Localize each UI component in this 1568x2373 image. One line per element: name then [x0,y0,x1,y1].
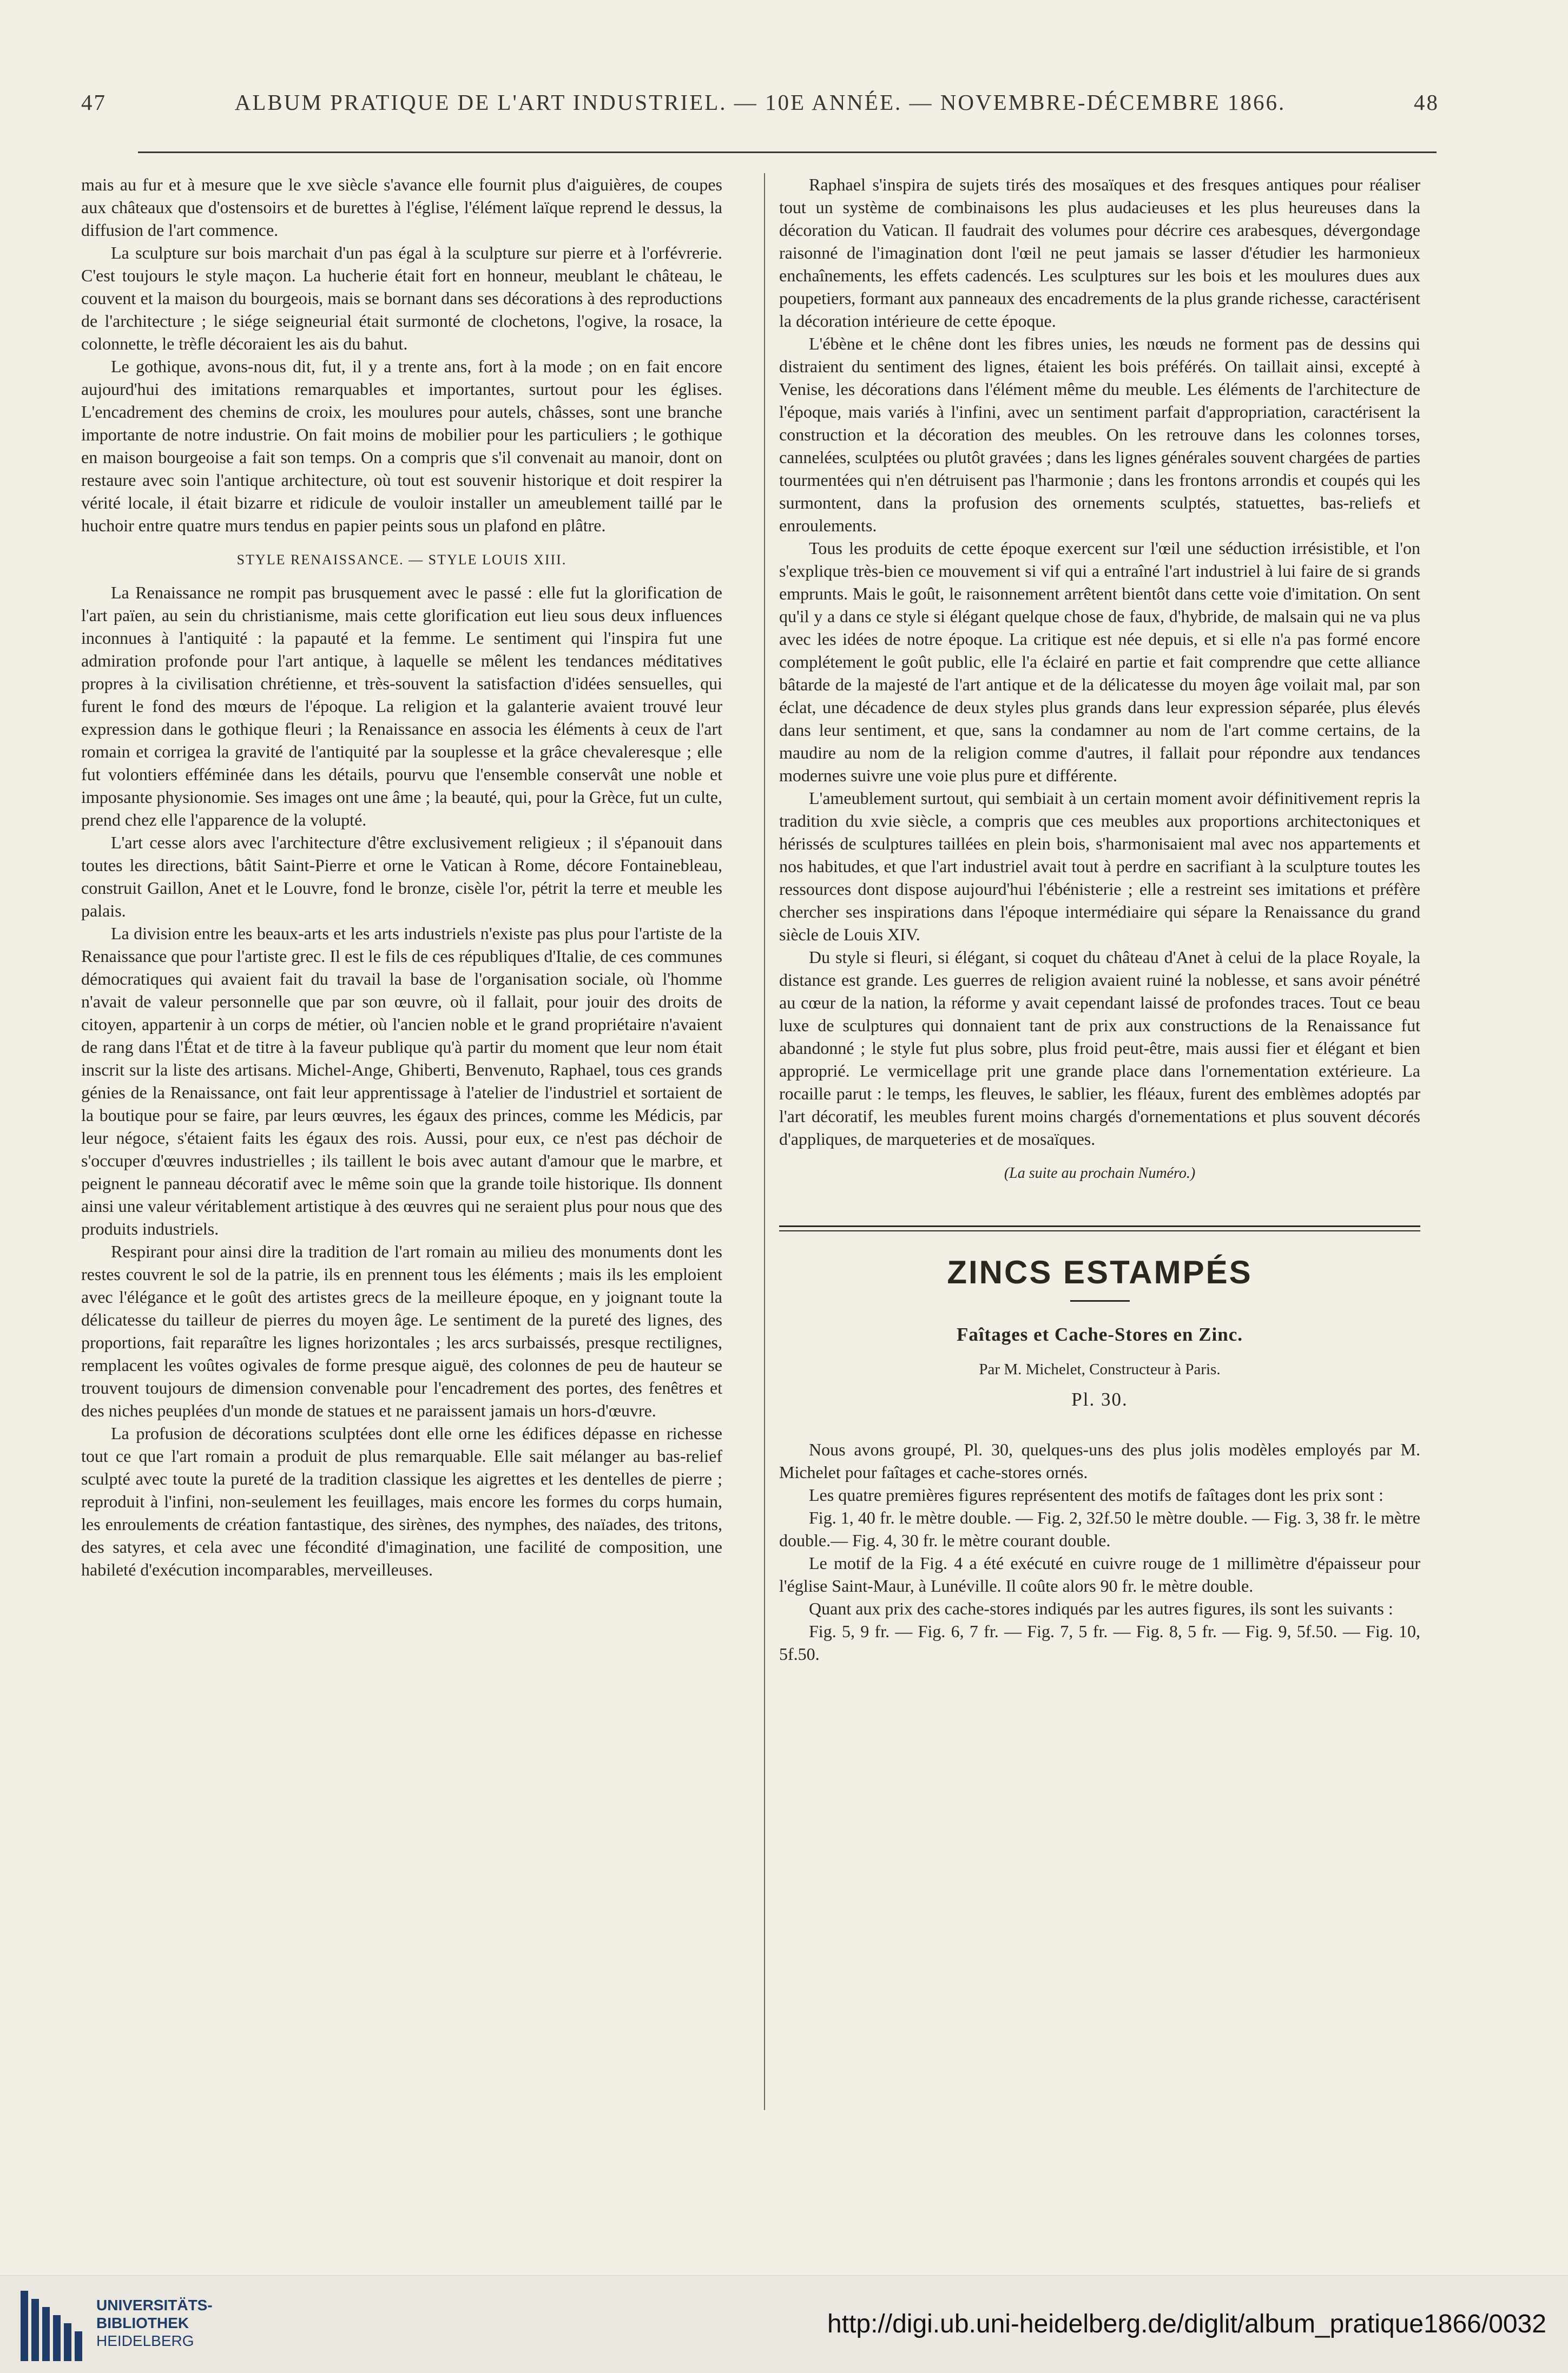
section-separator [779,1225,1420,1231]
plate-reference: Pl. 30. [1071,1389,1128,1410]
page-number-left: 47 [81,90,107,115]
paragraph: L'art cesse alors avec l'architecture d'être exclusivement religieux ; il s'épanouit dans toutes les directions, bâtit Saint-Pierre et orne le Vatican à Rome, décore Fontainebleau, construit Gaillon, Anet et le Louvre, fond le bronze, cisèle l'or, pétrit la terre et meuble les palais. [81,833,722,920]
paragraph: Le motif de la Fig. 4 a été exécuté en cuivre rouge de 1 millimètre d'épaisseur pour l'église Saint-Maur, à Lunéville. Il coûte alors 90 fr. le mètre double. [779,1553,1420,1596]
title-rule [1070,1300,1130,1302]
article-subtitle: Faîtages et Cache-Stores en Zinc. [956,1324,1243,1345]
page-number-right: 48 [1414,90,1439,115]
paragraph: mais au fur et à mesure que le xve siècle s'avance elle fournit plus d'aiguières, de coupes aux châteaux que d'ostensoirs et de burettes à l'église, l'élément laïque reprend le dessus, la diffusion de l'art commence. [81,175,722,240]
paragraph: Quant aux prix des cache-stores indiqués par les autres figures, ils sont les suivants : [809,1599,1393,1618]
paragraph: Fig. 5, 9 fr. — Fig. 6, 7 fr. — Fig. 7, 5 fr. — Fig. 8, 5 fr. — Fig. 9, 5f.50. — Fig. 10, 5f.50. [779,1621,1420,1664]
university-library-logo-icon [15,2285,85,2367]
article-byline: Par M. Michelet, Constructeur à Paris. [979,1361,1221,1378]
right-column [779,173,1420,1665]
document-url[interactable]: http://digi.ub.uni-heidelberg.de/diglit/album_pratique1866/0032 [827,2310,1546,2338]
paragraph: Du style si fleuri, si élégant, si coquet du château d'Anet à celui de la place Royale, la distance est grande. Les guerres de religion avaient ruiné la noblesse, et sans avoir pénétré au cœur de la nation, la réforme y avait cependant laissé de profondes traces. Tout ce beau luxe de sculptures qui donnaient tant de prix aux constructions de la Renaissance fut abandonné ; le style fut plus sobre, plus froid peut-être, mais aussi fier et élégant et bien approprié. Le vermicellage prit une grande place dans l'ornementation extérieure. La rocaille parut : le temps, les fleuves, le sablier, les fléaux, furent des emblèmes adoptés par l'art décoratif, les meubles furent moins chargés d'ornementations et plus souvent décorés d'appliques, de marqueteries et de mosaïques. [779,947,1420,1149]
paragraph: La profusion de décorations sculptées dont elle orne les édifices dépasse en richesse tout ce que l'art romain a produit de plus remarquable. Elle sait mélanger au bas-relief sculpté avec toute la pureté de la tradition classique les aigrettes et les dentelles de pierre ; reproduit à l'infini, non-seulement les feuillages, mais encore les formes du corps humain, les enroulements de création fantastique, des sirènes, des nymphes, des naïades, des tritons, des satyres, et cela avec une fécondité d'imagination, une facilité de composition, une habileté d'exécution incomparables, merveilleuses. [81,1423,722,1579]
library-name-line: BIBLIOTHEK [96,2315,189,2331]
header-rule [138,151,1437,153]
left-column [81,173,722,1581]
paragraph: L'ébène et le chêne dont les fibres unies, les nœuds ne forment pas de dessins qui distraient du sentiment des lignes, étaient les bois préférés. On taillait ainsi, excepté à Venise, les décorations dans l'élément même du meuble. Les éléments de l'architecture de l'époque, mais variés à l'infini, avec un sentiment parfait d'appropriation, caractérisent la construction et la décoration des meubles. On les retrouve dans les colonnes torses, cannelées, sculptées ou plutôt gravées ; dans les lignes générales souvent chargées de parties tourmentées qui n'en détruisent pas l'harmonie ; dans les frontons arrondis et coupés qui les surmontent, dans la profusion des ornements sculptés, statuettes, bas-reliefs et enroulements. [779,334,1420,535]
running-header [81,89,1439,115]
paragraph: La Renaissance ne rompit pas brusquement avec le passé : elle fut la glorification de l'art païen, au sein du christianisme, mais cette glorification eut lieu sous deux influences inconnues à l'antiquité : la papauté et la femme. Le sentiment qui l'inspira fut une admiration profonde pour l'art antique, à laquelle se mêlent les tendances méditatives propres à la civilisation chrétienne, et très-souvent la satisfaction d'idées sensuelles, qui furent le fond des mœurs de l'époque. La religion et la galanterie avaient trouvé leur expression dans le gothique fleuri ; la Renaissance en associa les éléments à ceux de l'art romain et corrigea la gravité de l'antiquité par la souplesse et la grâce chevaleresque ; elle fut volontiers efféminée dans les détails, pourvu que l'ensemble conservât une noble et imposante physionomie. Ses images ont une âme ; la beauté, qui, pour la Grèce, fut un culte, prend chez elle l'apparence de la volupté. [81,583,722,829]
paragraph: Raphael s'inspira de sujets tirés des mosaïques et des fresques antiques pour réaliser tout un système de combinaisons les plus audacieuses et les plus heureuses dans la décoration du Vatican. Il faudrait des volumes pour décrire ces arabesques, dévergondage raisonné de l'imagination dont l'œil ne peut jamais se lasser d'étudier les harmonieux enchaînements, les effets cadencés. Les sculptures sur les bois et les moulures dues aux poupetiers, formant aux panneaux des encadrements de la plus grande richesse, caractérisent la décoration intérieure de cette époque. [779,175,1420,331]
column-divider [764,173,765,2110]
section-heading: STYLE RENAISSANCE. — STYLE LOUIS XIII. [236,552,567,568]
library-name-line: HEIDELBERG [96,2332,194,2349]
journal-title: ALBUM PRATIQUE DE L'ART INDUSTRIEL. — 10E ANNÉE. — NOVEMBRE-DÉCEMBRE 1866. [234,90,1286,115]
paragraph: Nous avons groupé, Pl. 30, quelques-uns des plus jolis modèles employés par M. Michelet pour faîtages et cache-stores ornés. [779,1440,1420,1482]
paragraph: Le gothique, avons-nous dit, fut, il y a trente ans, fort à la mode ; on en fait encore aujourd'hui des imitations remarquables et importantes, surtout pour les églises. L'encadrement des chemins de croix, les moulures pour autels, châsses, sont une branche importante de notre industrie. On fait moins de mobilier pour les particuliers ; le gothique en maison bourgeoise a fait son temps. On a compris que s'il convenait au manoir, dont on restaure avec soin l'antique architecture, où tout est souvenir historique et doit respirer la vérité locale, il était bizarre et ridicule de vouloir installer un ameublement taillé par le huchoir entre quatre murs tendus en papier peints sous un plafond en plâtre. [81,357,722,535]
paragraph: Respirant pour ainsi dire la tradition de l'art romain au milieu des monuments dont les restes couvrent le sol de la patrie, ils en prennent tous les éléments ; mais ils les emploient avec l'élégance et le goût des artistes grecs de la meilleure époque, en y joignant toute la délicatesse du tailleur de pierres du moyen âge. Le sentiment de la pureté des lignes, des proportions, fait reparaître les lignes horizontales ; les arcs surbaissés, presque rectilignes, remplacent les voûtes ogivales de forme presque aiguë, des colonnes de peu de hauteur se trouvent toujours de dimension convenable pour l'encadrement des portes, des fenêtres et des niches peuplées d'un monde de statues et ne paraissent jamais un hors-d'œuvre. [81,1242,722,1420]
paragraph: Fig. 1, 40 fr. le mètre double. — Fig. 2, 32f.50 le mètre double. — Fig. 3, 38 fr. le mètre double.— Fig. 4, 30 fr. le mètre courant double. [779,1508,1420,1550]
paragraph: Tous les produits de cette époque exercent sur l'œil une séduction irrésistible, et l'on s'explique très-bien ce mouvement si vif qui a entraîné l'art industriel à lui faire de si grands emprunts. Mais le goût, le raisonnement arrêtent bientôt dans cette voie d'imitation. On sent qu'il y a dans ce style si élégant quelque chose de faux, d'hybride, de malsain qui ne va plus avec les idées de notre époque. La critique est née depuis, et si elle n'a pas formé encore complétement le goût public, elle l'a éclairé en partie et fait comprendre que cette alliance bâtarde de la majesté de l'art antique et de la délicatesse du moyen âge voilait mal, par son éclat, une décadence de deux styles plus grands dans leur expression séparée, plus élevés dans leur sentiment, et que, sans la condamner au nom de l'art comme certains, de la maudire au nom de la religion comme d'autres, il fallait pour répondre aux tendances modernes suivre une voie plus pure et différente. [779,538,1420,785]
paragraph: La division entre les beaux-arts et les arts industriels n'existe pas plus pour l'artiste de la Renaissance que pour l'artiste grec. Il est le fils de ces républiques d'Italie, de ces communes démocratiques qui avaient fait du travail la base de l'organisation sociale, où l'homme n'avait de valeur personnelle que par son œuvre, où il fallait, pour jouir des droits de citoyen, appartenir à un corps de métier, où l'ancien noble et le grand propriétaire n'avaient de rang dans l'État et de titre à la faveur publique qu'à partir du moment que leur nom était inscrit sur la liste des artisans. Michel-Ange, Ghiberti, Benvenuto, Raphael, tous ces grands génies de la Renaissance, ont fait leur apprentissage à l'atelier de l'industriel et sortaient de la boutique pour se faire, par leurs œuvres, les égaux des princes, comme les Médicis, par leur négoce, s'étaient faits les égaux des rois. Aussi, pour eux, ce n'est pas déchoir de s'occuper d'œuvres industrielles ; ils taillent le bois avec autant d'amour que le marbre, et peignent le panneau décoratif avec le même soin que la grande toile historique. Ils donnent ainsi une valeur véritablement artistique à des œuvres qui ne seraient plus pour nous que des produits industriels. [81,924,722,1238]
library-footer [0,2275,1568,2373]
paragraph: L'ameublement surtout, qui sembiait à un certain moment avoir définitivement repris la tradition du xvie siècle, a compris que ces meubles aux proportions architectoniques et hérissés de sculptures taillées en plein bois, s'harmonisaient mal avec nos appartements et nos habitudes, et que l'art industriel avait tout à perdre en sacrifiant à la sculpture toutes les ressources dont dispose aujourd'hui l'ébénisterie ; elle a restreint ses imitations et préfère chercher ses inspirations dans l'époque intermédiaire qui sépare la Renaissance du grand siècle de Louis XIV. [779,788,1420,944]
paragraph: La sculpture sur bois marchait d'un pas égal à la sculpture sur pierre et à l'orfévrerie. C'est toujours le style maçon. La hucherie était fort en honneur, meublant le château, le couvent et la maison du bourgeois, mais se bornant dans ses décorations à des reproductions de l'architecture ; le siége seigneurial était surmonté de clochetons, l'ogive, la rosace, la colonnette, le trèfle décoraient les ais du bahut. [81,243,722,353]
article-title: ZINCS ESTAMPÉS [947,1254,1253,1290]
paragraph: Les quatre premières figures représentent des motifs de faîtages dont les prix sont : [809,1485,1383,1505]
continuation-note: (La suite au prochain Numéro.) [1004,1165,1196,1182]
library-name [96,2296,213,2350]
library-name-line: UNIVERSITÄTS- [96,2297,213,2313]
